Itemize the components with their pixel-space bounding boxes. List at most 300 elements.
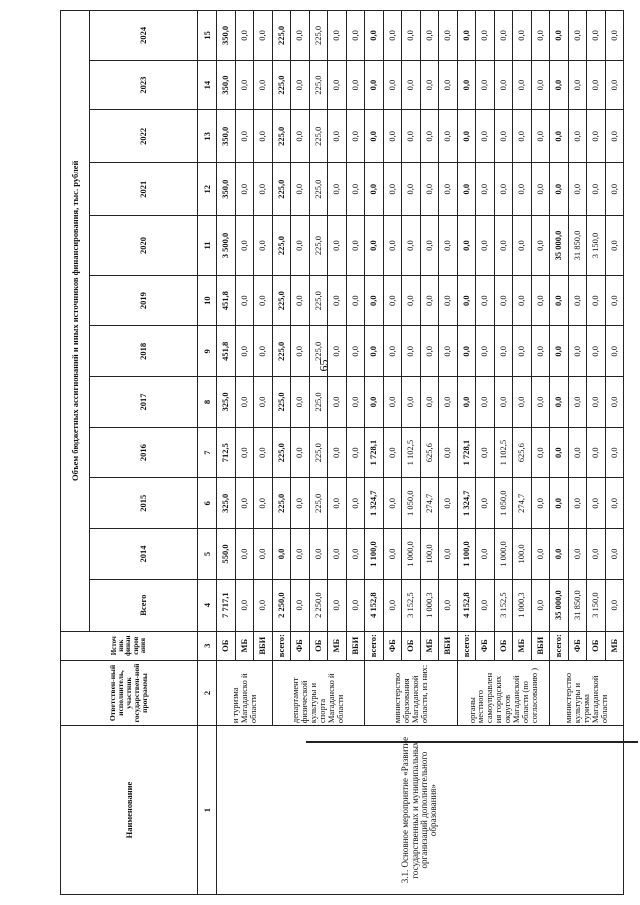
funding-value: 0,0 bbox=[568, 377, 587, 428]
funding-value: 0,0 bbox=[513, 377, 532, 428]
funding-value: 31 850,0 bbox=[568, 579, 587, 631]
funding-value: 0,0 bbox=[587, 529, 606, 580]
funding-value: 225,0 bbox=[309, 326, 328, 377]
funding-value: 0,0 bbox=[568, 326, 587, 377]
funding-value: 1 102,5 bbox=[494, 427, 513, 478]
funding-value: 225,0 bbox=[272, 275, 291, 326]
header-name: Наименование bbox=[61, 726, 198, 895]
column-number: 8 bbox=[198, 377, 217, 428]
column-number: 13 bbox=[198, 110, 217, 163]
funding-value: 100,0 bbox=[420, 529, 439, 580]
funding-source: ОБ bbox=[494, 631, 513, 660]
funding-value: 0,0 bbox=[402, 216, 421, 276]
funding-value: 2 250,0 bbox=[309, 579, 328, 631]
funding-value: 0,0 bbox=[476, 529, 495, 580]
funding-value: 0,0 bbox=[383, 11, 402, 61]
funding-value: 1 102,5 bbox=[402, 427, 421, 478]
funding-value: 0,0 bbox=[531, 275, 550, 326]
funding-value: 0,0 bbox=[605, 11, 624, 61]
funding-value: 0,0 bbox=[476, 216, 495, 276]
funding-value: 0,0 bbox=[402, 11, 421, 61]
funding-value: 0,0 bbox=[550, 60, 569, 110]
activity-name: 3.1. Основное мероприятие «Развитие государственных и муниципальных организаций дополнительного образования» bbox=[217, 726, 624, 895]
funding-value: 225,0 bbox=[272, 110, 291, 163]
funding-value: 274,7 bbox=[420, 478, 439, 529]
funding-value: 0,0 bbox=[346, 529, 365, 580]
funding-value: 0,0 bbox=[476, 11, 495, 61]
funding-value: 0,0 bbox=[550, 529, 569, 580]
column-number: 11 bbox=[198, 216, 217, 276]
funding-value: 0,0 bbox=[254, 163, 273, 216]
funding-value: 0,0 bbox=[457, 377, 476, 428]
funding-value: 0,0 bbox=[365, 326, 384, 377]
funding-value: 0,0 bbox=[550, 11, 569, 61]
funding-value: 0,0 bbox=[254, 326, 273, 377]
funding-value: 1 050,0 bbox=[494, 478, 513, 529]
funding-value: 2 250,0 bbox=[272, 579, 291, 631]
funding-value: 0,0 bbox=[291, 478, 310, 529]
funding-value: 0,0 bbox=[531, 326, 550, 377]
funding-value: 0,0 bbox=[568, 529, 587, 580]
funding-value: 0,0 bbox=[346, 60, 365, 110]
funding-value: 1 100,0 bbox=[457, 529, 476, 580]
funding-source: МБ bbox=[235, 631, 254, 660]
funding-value: 0,0 bbox=[291, 11, 310, 61]
funding-value: 1 728,1 bbox=[457, 427, 476, 478]
funding-value: 0,0 bbox=[457, 60, 476, 110]
funding-value: 0,0 bbox=[235, 579, 254, 631]
funding-value: 0,0 bbox=[439, 427, 458, 478]
funding-value: 0,0 bbox=[235, 60, 254, 110]
funding-value: 0,0 bbox=[476, 579, 495, 631]
funding-value: 0,0 bbox=[494, 326, 513, 377]
header-source: Источ ник финан сиров ания bbox=[61, 631, 198, 660]
funding-value: 0,0 bbox=[328, 11, 347, 61]
funding-value: 0,0 bbox=[531, 60, 550, 110]
funding-source: МБ bbox=[605, 631, 624, 660]
funding-value: 0,0 bbox=[291, 163, 310, 216]
funding-value: 0,0 bbox=[291, 377, 310, 428]
column-number: 14 bbox=[198, 60, 217, 110]
funding-value: 0,0 bbox=[439, 478, 458, 529]
funding-value: 0,0 bbox=[439, 579, 458, 631]
funding-value: 0,0 bbox=[605, 275, 624, 326]
funding-value: 0,0 bbox=[439, 216, 458, 276]
funding-table bbox=[60, 10, 624, 895]
funding-value: 0,0 bbox=[420, 275, 439, 326]
funding-value: 0,0 bbox=[605, 60, 624, 110]
funding-value: 0,0 bbox=[291, 529, 310, 580]
funding-source: ВБИ bbox=[346, 631, 365, 660]
funding-value: 0,0 bbox=[291, 427, 310, 478]
funding-value: 0,0 bbox=[605, 478, 624, 529]
funding-value: 0,0 bbox=[328, 275, 347, 326]
funding-value: 0,0 bbox=[402, 275, 421, 326]
funding-value: 0,0 bbox=[365, 11, 384, 61]
funding-source: ОБ bbox=[217, 631, 236, 660]
funding-value: 0,0 bbox=[291, 326, 310, 377]
funding-value: 451,8 bbox=[217, 326, 236, 377]
column-number: 5 bbox=[198, 529, 217, 580]
responsible-executor: департамент физической культуры и спорта Магаданско й области bbox=[272, 660, 365, 725]
funding-value: 274,7 bbox=[513, 478, 532, 529]
header-year: 2014 bbox=[90, 529, 198, 580]
funding-value: 625,6 bbox=[513, 427, 532, 478]
funding-value: 225,0 bbox=[309, 11, 328, 61]
funding-value: 1 100,0 bbox=[365, 529, 384, 580]
responsible-executor: министерство образования Магаданской области, из них: bbox=[365, 660, 458, 725]
funding-value: 0,0 bbox=[568, 60, 587, 110]
funding-value: 0,0 bbox=[531, 163, 550, 216]
funding-value: 0,0 bbox=[587, 163, 606, 216]
funding-value: 1 000,3 bbox=[420, 579, 439, 631]
funding-value: 0,0 bbox=[568, 478, 587, 529]
funding-value: 0,0 bbox=[587, 275, 606, 326]
funding-value: 0,0 bbox=[439, 377, 458, 428]
funding-value: 0,0 bbox=[383, 275, 402, 326]
header-total: Всего bbox=[90, 579, 198, 631]
funding-value: 3 150,0 bbox=[587, 216, 606, 276]
funding-value: 0,0 bbox=[494, 11, 513, 61]
funding-value: 0,0 bbox=[365, 110, 384, 163]
funding-value: 4 152,8 bbox=[365, 579, 384, 631]
funding-value: 0,0 bbox=[254, 478, 273, 529]
funding-value: 0,0 bbox=[254, 216, 273, 276]
funding-value: 1 000,0 bbox=[494, 529, 513, 580]
header-year: 2016 bbox=[90, 427, 198, 478]
funding-value: 1 324,7 bbox=[457, 478, 476, 529]
funding-value: 0,0 bbox=[365, 377, 384, 428]
funding-value: 0,0 bbox=[235, 110, 254, 163]
funding-value: 0,0 bbox=[402, 110, 421, 163]
funding-source: ВБИ bbox=[439, 631, 458, 660]
funding-value: 0,0 bbox=[605, 163, 624, 216]
funding-value: 0,0 bbox=[568, 110, 587, 163]
funding-value: 0,0 bbox=[254, 377, 273, 428]
header-year: 2024 bbox=[90, 11, 198, 61]
funding-value: 0,0 bbox=[235, 427, 254, 478]
funding-value: 0,0 bbox=[531, 11, 550, 61]
funding-value: 0,0 bbox=[476, 326, 495, 377]
funding-source: ВБИ bbox=[531, 631, 550, 660]
column-number: 3 bbox=[198, 631, 217, 660]
funding-value: 0,0 bbox=[568, 275, 587, 326]
funding-value: 0,0 bbox=[513, 110, 532, 163]
funding-value: 225,0 bbox=[272, 377, 291, 428]
funding-source: ВБИ bbox=[254, 631, 273, 660]
funding-value: 0,0 bbox=[402, 326, 421, 377]
funding-value: 0,0 bbox=[346, 275, 365, 326]
funding-value: 1 000,0 bbox=[402, 529, 421, 580]
funding-value: 0,0 bbox=[531, 216, 550, 276]
funding-value: 225,0 bbox=[272, 163, 291, 216]
funding-source: ОБ bbox=[402, 631, 421, 660]
funding-value: 0,0 bbox=[457, 163, 476, 216]
funding-value: 0,0 bbox=[550, 427, 569, 478]
funding-value: 0,0 bbox=[254, 275, 273, 326]
column-number: 7 bbox=[198, 427, 217, 478]
funding-source: МБ bbox=[420, 631, 439, 660]
funding-value: 0,0 bbox=[513, 163, 532, 216]
funding-value: 0,0 bbox=[291, 60, 310, 110]
funding-value: 225,0 bbox=[309, 275, 328, 326]
funding-value: 0,0 bbox=[420, 326, 439, 377]
funding-value: 0,0 bbox=[420, 377, 439, 428]
funding-value: 225,0 bbox=[309, 216, 328, 276]
funding-value: 0,0 bbox=[328, 163, 347, 216]
funding-value: 0,0 bbox=[346, 216, 365, 276]
funding-value: 550,0 bbox=[217, 529, 236, 580]
funding-value: 451,8 bbox=[217, 275, 236, 326]
funding-value: 0,0 bbox=[531, 478, 550, 529]
funding-value: 0,0 bbox=[328, 529, 347, 580]
funding-value: 1 000,3 bbox=[513, 579, 532, 631]
funding-value: 0,0 bbox=[531, 427, 550, 478]
funding-value: 225,0 bbox=[309, 163, 328, 216]
funding-value: 0,0 bbox=[513, 216, 532, 276]
funding-value: 0,0 bbox=[494, 216, 513, 276]
header-responsible: Ответствен-ный исполнитель, участник государствен-ной программы bbox=[61, 660, 198, 725]
funding-value: 712,5 bbox=[217, 427, 236, 478]
funding-value: 0,0 bbox=[550, 275, 569, 326]
funding-value: 0,0 bbox=[513, 326, 532, 377]
funding-value: 225,0 bbox=[309, 377, 328, 428]
funding-value: 0,0 bbox=[383, 163, 402, 216]
funding-value: 0,0 bbox=[346, 163, 365, 216]
funding-value: 0,0 bbox=[383, 110, 402, 163]
funding-value: 0,0 bbox=[494, 60, 513, 110]
funding-value: 0,0 bbox=[402, 377, 421, 428]
funding-value: 350,0 bbox=[217, 11, 236, 61]
funding-value: 0,0 bbox=[420, 60, 439, 110]
funding-value: 0,0 bbox=[476, 60, 495, 110]
funding-value: 0,0 bbox=[476, 275, 495, 326]
funding-value: 0,0 bbox=[550, 478, 569, 529]
funding-value: 0,0 bbox=[550, 377, 569, 428]
funding-value: 0,0 bbox=[383, 529, 402, 580]
funding-value: 0,0 bbox=[346, 478, 365, 529]
funding-value: 325,0 bbox=[217, 478, 236, 529]
funding-value: 0,0 bbox=[476, 110, 495, 163]
funding-value: 0,0 bbox=[439, 163, 458, 216]
funding-value: 0,0 bbox=[531, 529, 550, 580]
funding-value: 0,0 bbox=[383, 579, 402, 631]
funding-value: 0,0 bbox=[254, 427, 273, 478]
funding-value: 0,0 bbox=[235, 478, 254, 529]
funding-value: 325,0 bbox=[217, 377, 236, 428]
funding-value: 0,0 bbox=[235, 326, 254, 377]
funding-value: 0,0 bbox=[605, 110, 624, 163]
header-year: 2020 bbox=[90, 216, 198, 276]
funding-value: 0,0 bbox=[383, 60, 402, 110]
funding-value: 625,6 bbox=[420, 427, 439, 478]
funding-value: 0,0 bbox=[420, 163, 439, 216]
responsible-executor: министерство культуры и туризма Магаданской области bbox=[550, 660, 624, 725]
funding-value: 0,0 bbox=[531, 110, 550, 163]
funding-value: 0,0 bbox=[605, 427, 624, 478]
header-year: 2015 bbox=[90, 478, 198, 529]
funding-source: ОБ bbox=[587, 631, 606, 660]
funding-value: 0,0 bbox=[291, 579, 310, 631]
funding-value: 0,0 bbox=[235, 377, 254, 428]
funding-value: 0,0 bbox=[346, 110, 365, 163]
funding-value: 0,0 bbox=[513, 11, 532, 61]
funding-value: 0,0 bbox=[587, 427, 606, 478]
funding-value: 0,0 bbox=[402, 60, 421, 110]
header-year: 2021 bbox=[90, 163, 198, 216]
funding-value: 1 324,7 bbox=[365, 478, 384, 529]
header-year: 2017 bbox=[90, 377, 198, 428]
funding-value: 0,0 bbox=[439, 11, 458, 61]
funding-value: 0,0 bbox=[346, 326, 365, 377]
funding-source: всего: bbox=[550, 631, 569, 660]
funding-source: ФБ bbox=[568, 631, 587, 660]
funding-value: 0,0 bbox=[605, 216, 624, 276]
header-year: 2022 bbox=[90, 110, 198, 163]
funding-value: 3 500,0 bbox=[217, 216, 236, 276]
funding-source: ФБ bbox=[476, 631, 495, 660]
funding-source: МБ bbox=[328, 631, 347, 660]
funding-value: 225,0 bbox=[272, 216, 291, 276]
funding-value: 0,0 bbox=[457, 110, 476, 163]
table-row bbox=[217, 11, 236, 895]
rotated-table-wrapper bbox=[60, 10, 640, 895]
funding-value: 0,0 bbox=[457, 275, 476, 326]
funding-value: 0,0 bbox=[346, 377, 365, 428]
funding-source: всего: bbox=[272, 631, 291, 660]
funding-value: 350,0 bbox=[217, 163, 236, 216]
funding-value: 0,0 bbox=[383, 216, 402, 276]
funding-value: 0,0 bbox=[587, 11, 606, 61]
funding-value: 225,0 bbox=[272, 427, 291, 478]
funding-value: 0,0 bbox=[439, 326, 458, 377]
funding-value: 0,0 bbox=[346, 427, 365, 478]
funding-value: 0,0 bbox=[365, 216, 384, 276]
funding-value: 0,0 bbox=[605, 326, 624, 377]
funding-source: МБ bbox=[513, 631, 532, 660]
funding-value: 0,0 bbox=[457, 11, 476, 61]
funding-value: 225,0 bbox=[309, 110, 328, 163]
column-number: 9 bbox=[198, 326, 217, 377]
funding-value: 225,0 bbox=[309, 427, 328, 478]
funding-source: всего: bbox=[365, 631, 384, 660]
funding-value: 0,0 bbox=[254, 110, 273, 163]
funding-value: 31 850,0 bbox=[568, 216, 587, 276]
funding-value: 0,0 bbox=[365, 275, 384, 326]
funding-value: 0,0 bbox=[402, 163, 421, 216]
funding-value: 0,0 bbox=[476, 163, 495, 216]
funding-value: 7 717,1 bbox=[217, 579, 236, 631]
funding-value: 0,0 bbox=[550, 110, 569, 163]
header-year: 2018 bbox=[90, 326, 198, 377]
funding-value: 0,0 bbox=[328, 110, 347, 163]
column-number: 2 bbox=[198, 660, 217, 725]
column-number: 6 bbox=[198, 478, 217, 529]
funding-value: 0,0 bbox=[235, 529, 254, 580]
funding-value: 0,0 bbox=[494, 377, 513, 428]
column-number: 1 bbox=[198, 726, 217, 895]
funding-value: 3 152,5 bbox=[402, 579, 421, 631]
funding-value: 0,0 bbox=[476, 377, 495, 428]
header-year: 2023 bbox=[90, 60, 198, 110]
funding-value: 0,0 bbox=[550, 163, 569, 216]
funding-value: 0,0 bbox=[476, 478, 495, 529]
funding-value: 0,0 bbox=[457, 326, 476, 377]
funding-value: 0,0 bbox=[550, 326, 569, 377]
funding-value: 0,0 bbox=[365, 60, 384, 110]
funding-value: 0,0 bbox=[494, 110, 513, 163]
funding-value: 35 000,0 bbox=[550, 579, 569, 631]
funding-value: 225,0 bbox=[272, 326, 291, 377]
funding-value: 0,0 bbox=[328, 216, 347, 276]
funding-value: 0,0 bbox=[328, 427, 347, 478]
funding-value: 0,0 bbox=[439, 529, 458, 580]
funding-value: 0,0 bbox=[328, 478, 347, 529]
funding-value: 0,0 bbox=[328, 579, 347, 631]
funding-value: 0,0 bbox=[383, 377, 402, 428]
funding-value: 0,0 bbox=[328, 377, 347, 428]
funding-value: 0,0 bbox=[494, 163, 513, 216]
funding-value: 0,0 bbox=[568, 163, 587, 216]
column-number: 10 bbox=[198, 275, 217, 326]
funding-source: ФБ bbox=[291, 631, 310, 660]
funding-value: 0,0 bbox=[346, 579, 365, 631]
funding-value: 0,0 bbox=[254, 579, 273, 631]
responsible-executor: и туризма Магаданско й области bbox=[217, 660, 273, 725]
funding-value: 0,0 bbox=[291, 216, 310, 276]
funding-value: 0,0 bbox=[235, 275, 254, 326]
funding-value: 350,0 bbox=[217, 110, 236, 163]
page-number: 65 bbox=[316, 359, 331, 372]
funding-value: 0,0 bbox=[235, 11, 254, 61]
funding-value: 0,0 bbox=[513, 60, 532, 110]
funding-value: 0,0 bbox=[272, 529, 291, 580]
funding-value: 0,0 bbox=[439, 275, 458, 326]
responsible-executor: органы местного самоуправлен ия городских округов Магаданской области (по согласованию ) bbox=[457, 660, 550, 725]
funding-value: 3 152,5 bbox=[494, 579, 513, 631]
funding-value: 0,0 bbox=[605, 579, 624, 631]
funding-value: 0,0 bbox=[420, 110, 439, 163]
funding-value: 0,0 bbox=[420, 11, 439, 61]
funding-value: 0,0 bbox=[328, 326, 347, 377]
funding-value: 1 050,0 bbox=[402, 478, 421, 529]
funding-value: 0,0 bbox=[346, 11, 365, 61]
funding-value: 0,0 bbox=[254, 529, 273, 580]
funding-value: 100,0 bbox=[513, 529, 532, 580]
funding-value: 225,0 bbox=[272, 60, 291, 110]
funding-source: ФБ bbox=[383, 631, 402, 660]
funding-value: 0,0 bbox=[383, 478, 402, 529]
funding-value: 0,0 bbox=[587, 377, 606, 428]
funding-source: ОБ bbox=[309, 631, 328, 660]
funding-value: 0,0 bbox=[420, 216, 439, 276]
funding-value: 0,0 bbox=[457, 216, 476, 276]
funding-source: всего: bbox=[457, 631, 476, 660]
column-number: 12 bbox=[198, 163, 217, 216]
funding-value: 0,0 bbox=[568, 11, 587, 61]
funding-value: 0,0 bbox=[235, 216, 254, 276]
funding-value: 0,0 bbox=[513, 275, 532, 326]
column-number: 15 bbox=[198, 11, 217, 61]
funding-value: 0,0 bbox=[568, 427, 587, 478]
funding-value: 0,0 bbox=[476, 427, 495, 478]
funding-value: 0,0 bbox=[531, 377, 550, 428]
funding-value: 0,0 bbox=[383, 427, 402, 478]
funding-value: 0,0 bbox=[291, 110, 310, 163]
funding-value: 0,0 bbox=[605, 377, 624, 428]
column-number: 4 bbox=[198, 579, 217, 631]
funding-value: 350,0 bbox=[217, 60, 236, 110]
